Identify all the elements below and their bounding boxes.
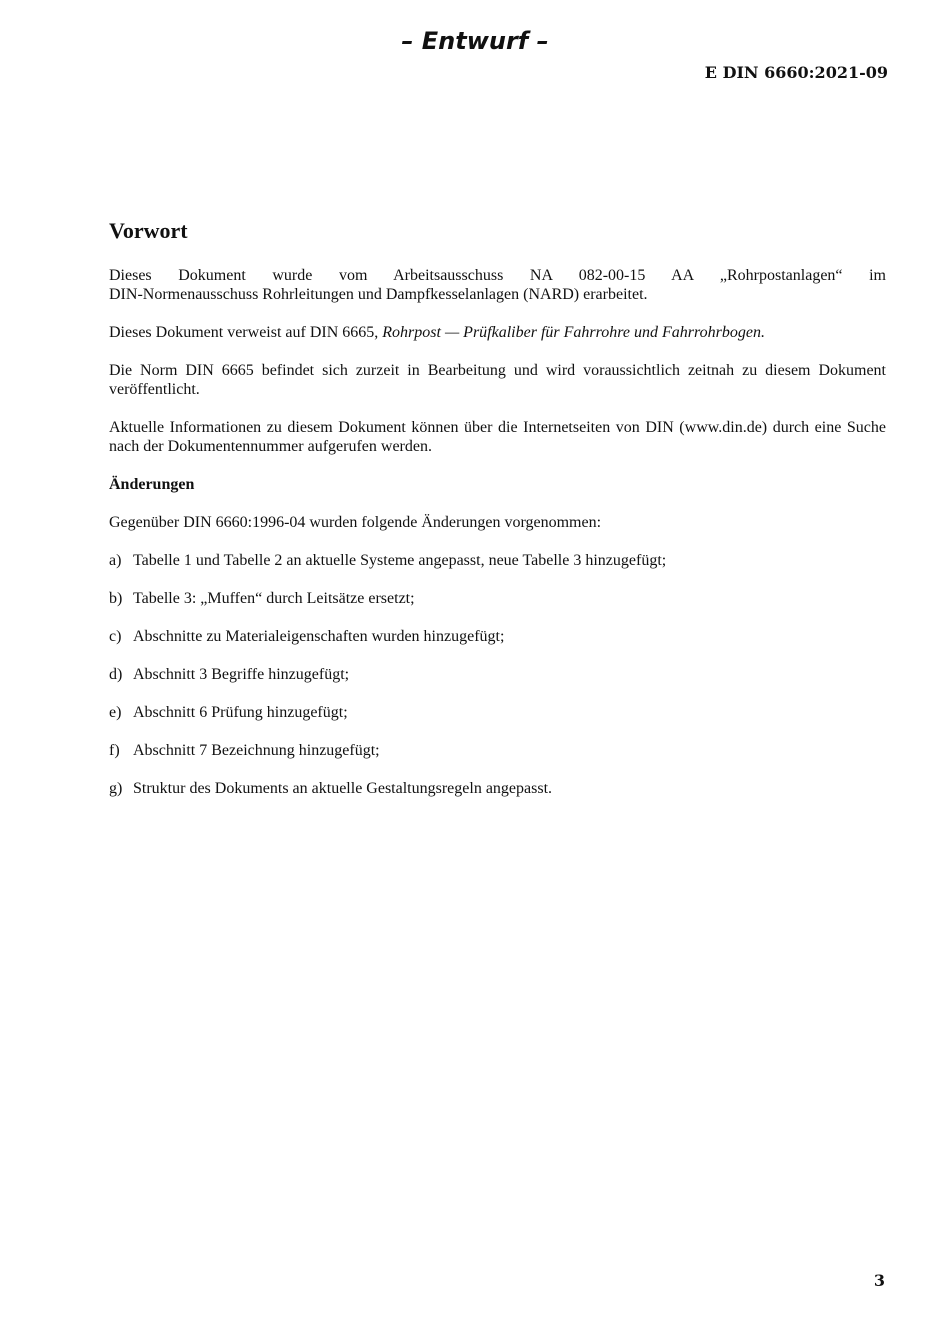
list-marker: f) bbox=[109, 742, 120, 759]
document-id: E DIN 6660:2021-09 bbox=[704, 63, 888, 82]
list-item-text: Abschnitt 3 Begriffe hinzugefügt; bbox=[133, 666, 350, 683]
foreword-paragraph-3: Die Norm DIN 6665 befindet sich zurzeit in Bearbeitung und wird voraussichtlich zeitnah zu diesem Dokument veröffentlicht. bbox=[109, 362, 886, 398]
list-item bbox=[109, 779, 886, 798]
list-marker: d) bbox=[109, 666, 123, 683]
foreword-paragraph-1-line-2: DIN-Normenausschuss Rohrleitungen und Dampfkesselanlagen (NARD) erarbeitet. bbox=[109, 286, 648, 303]
list-marker: b) bbox=[109, 590, 123, 607]
foreword-paragraph-1 bbox=[109, 266, 886, 304]
reference-title: Rohrpost — Prüfkaliber für Fahrrohre und Fahrrohrbogen. bbox=[382, 324, 765, 341]
list-item-text: Abschnitt 6 Prüfung hinzugefügt; bbox=[133, 704, 348, 721]
changes-intro: Gegenüber DIN 6660:1996-04 wurden folgende Änderungen vorgenommen: bbox=[109, 514, 602, 531]
list-item bbox=[109, 551, 886, 570]
list-item-text: Tabelle 3: „Muffen“ durch Leitsätze ersetzt; bbox=[133, 590, 415, 607]
list-item bbox=[109, 703, 886, 722]
list-item bbox=[109, 589, 886, 608]
foreword-paragraph-1-line-1: Dieses Dokument wurde vom Arbeitsausschuss NA 082-00-15 AA „Rohrpostanlagen“ im bbox=[109, 267, 886, 284]
list-item-text: Tabelle 1 und Tabelle 2 an aktuelle Systeme angepasst, neue Tabelle 3 hinzugefügt; bbox=[133, 552, 667, 569]
changes-heading: Änderungen bbox=[109, 476, 195, 493]
list-item bbox=[109, 741, 886, 760]
changes-list bbox=[109, 551, 886, 798]
foreword-paragraph-4: Aktuelle Informationen zu diesem Dokument können über die Internetseiten von DIN (www.din.de) durch eine Suche nach der Dokumentennummer aufgerufen werden. bbox=[109, 419, 886, 455]
list-item-text: Struktur des Dokuments an aktuelle Gestaltungsregeln angepasst. bbox=[133, 780, 553, 797]
page-number: 3 bbox=[873, 1271, 885, 1290]
list-item bbox=[109, 627, 886, 646]
list-marker: a) bbox=[109, 552, 122, 569]
list-marker: c) bbox=[109, 628, 122, 645]
foreword-heading: Vorwort bbox=[109, 218, 188, 243]
list-marker: g) bbox=[109, 780, 123, 797]
list-item bbox=[109, 665, 886, 684]
list-item-text: Abschnitte zu Materialeigenschaften wurden hinzugefügt; bbox=[133, 628, 505, 645]
draft-label: – Entwurf – bbox=[401, 27, 549, 55]
reference-prefix: Dieses Dokument verweist auf DIN 6665, bbox=[109, 324, 383, 341]
foreword-paragraph-2 bbox=[109, 323, 886, 342]
list-marker: e) bbox=[109, 704, 122, 721]
list-item-text: Abschnitt 7 Bezeichnung hinzugefügt; bbox=[133, 742, 380, 759]
document-body bbox=[109, 216, 886, 817]
